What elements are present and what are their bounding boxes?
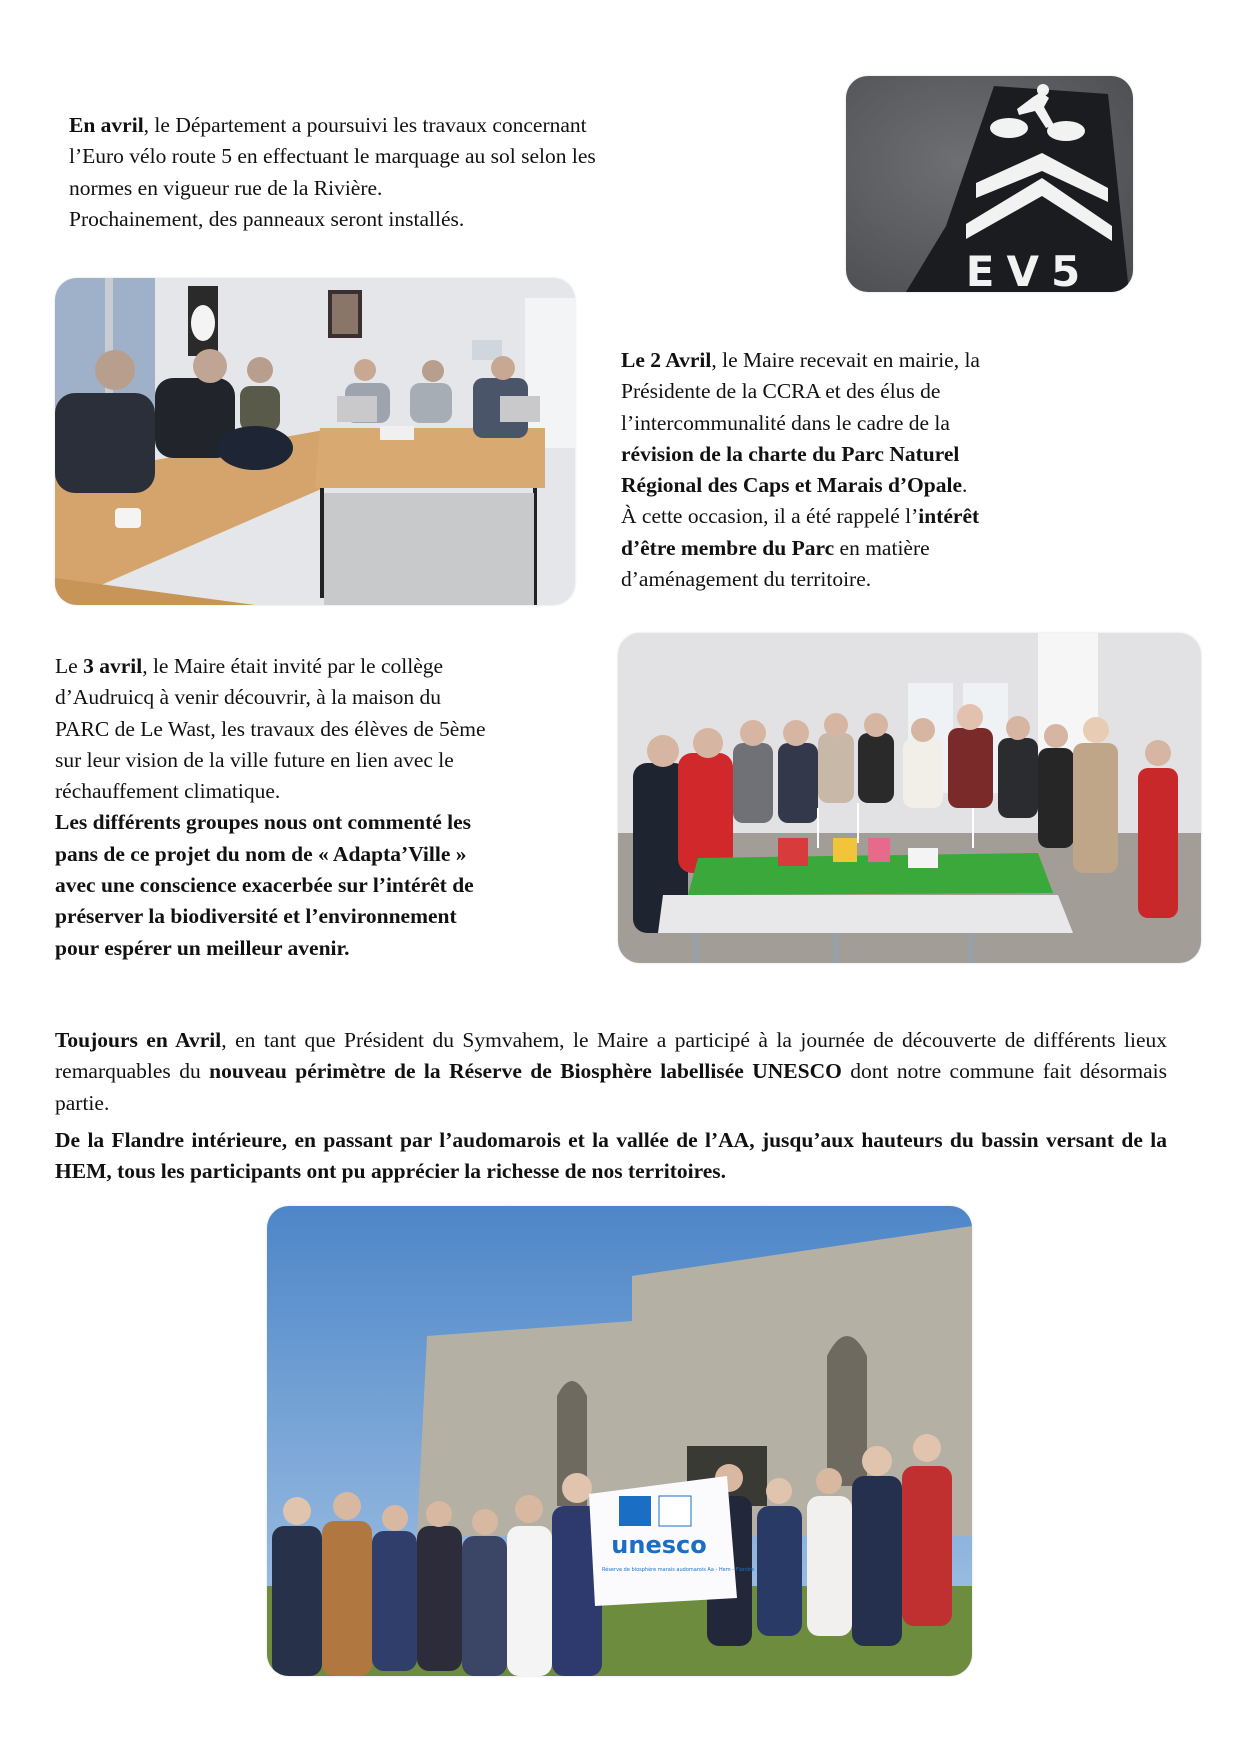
parc-date: Le 2 Avril	[621, 348, 712, 372]
parc-line-2: Présidente de la CCRA et des élus de	[621, 379, 941, 404]
table-leg	[320, 488, 324, 598]
unesco-banner-text: unesco	[611, 1531, 707, 1559]
parc-line-6: À cette occasion, il a été rappelé l’intérêt	[621, 504, 980, 529]
parc-line-7: d’être membre du Parc en matière	[621, 535, 930, 560]
adapta-line-5: réchauffement climatique.	[55, 779, 281, 804]
ev5-line-3: normes en vigueur rue de la Rivière.	[69, 175, 383, 200]
model-building	[833, 838, 857, 862]
unesco-group-image	[267, 1206, 972, 1676]
gothic-window	[827, 1336, 867, 1486]
unesco-paragraph-2: De la Flandre intérieure, en passant par l’audomarois et la vallée de l’AA, jusqu’aux hauteurs du bassin versant de la HEM, tous les participants ont pu apprécier la richesse de nos territoires.	[55, 1128, 1167, 1184]
adapta-bold-line: préserver la biodiversité et l’environnement	[55, 904, 457, 929]
students-model-image	[618, 633, 1201, 963]
ev5-marking-image	[846, 76, 1133, 292]
table-leg	[833, 933, 839, 963]
ev5-line-1: En avril, le Département a poursuivi les travaux concernant	[69, 113, 587, 137]
laptop	[337, 396, 377, 422]
projector	[380, 426, 414, 440]
unesco-perimetre: nouveau périmètre de la Réserve de Biosphère labellisée UNESCO	[209, 1059, 842, 1084]
portrait	[332, 294, 358, 334]
unesco-group-photo	[267, 1206, 972, 1676]
model-building	[908, 848, 938, 868]
model-building	[868, 838, 890, 862]
adapta-line-1: Le 3 avril, le Maire était invité par le collège	[55, 654, 444, 678]
model-building	[778, 838, 808, 866]
ev5-marking-text: EV5	[965, 247, 1093, 292]
unesco-date: Toujours en Avril	[55, 1028, 222, 1052]
adapta-line-4: sur leur vision de la ville future en lien avec le	[55, 747, 454, 772]
adapta-date: 3 avril	[83, 654, 143, 678]
floor	[324, 493, 534, 605]
biosphere-logo-icon	[659, 1496, 691, 1526]
ev5-paragraph	[69, 110, 739, 235]
adaptaville-paragraph	[55, 651, 595, 964]
parc-line-5: Régional des Caps et Marais d’Opale.	[621, 473, 968, 498]
unesco-banner-subtext: Réserve de biosphère marais audomarois Aa - Hem - Flandre	[602, 1567, 755, 1573]
unesco-logo-icon	[619, 1496, 651, 1526]
adapta-line-2: d’Audruicq à venir découvrir, à la maison du	[55, 685, 442, 710]
parc-line-1: Le 2 Avril, le Maire recevait en mairie, la	[621, 348, 980, 372]
wall-poster	[472, 340, 502, 360]
table-leg	[693, 933, 699, 963]
display-table	[658, 895, 1073, 933]
adapta-line-3: PARC de Le Wast, les travaux des élèves de 5ème	[55, 716, 486, 741]
parc-line-8: d’aménagement du territoire.	[621, 567, 872, 592]
unesco-paragraph-1: Toujours en Avril, en tant que Président du Symvahem, le Maire a participé à la journée de découverte de différents lieux remarquables du nouveau périmètre de la Réserve de Biosphère labellisée UNESCO dont notre commune fait désormais partie.	[55, 1028, 1167, 1115]
coffee-cup	[115, 508, 141, 528]
parc-charte-paragraph	[621, 345, 1101, 595]
laptop	[500, 396, 540, 422]
marianne-bust	[191, 305, 215, 341]
meeting-image	[55, 278, 575, 605]
parc-line-3: l’intercommunalité dans le cadre de la	[621, 410, 950, 435]
parc-line-4: révision de la charte du Parc Naturel	[621, 441, 960, 466]
adapta-bold-line: pans de ce projet du nom de « Adapta’Ville »	[55, 841, 467, 866]
students-model-photo	[618, 633, 1201, 963]
window-right	[525, 298, 575, 448]
ev5-line-2: l’Euro vélo route 5 en effectuant le marquage au sol selon les	[69, 144, 596, 169]
ev5-marking-photo	[846, 76, 1133, 292]
ev5-line-4: Prochainement, des panneaux seront installés.	[69, 206, 465, 231]
ev5-lead: En avril	[69, 113, 144, 137]
adapta-bold-line: pour espérer un meilleur avenir.	[55, 935, 350, 960]
table-leg	[968, 933, 974, 963]
adapta-bold-line: Les différents groupes nous ont commenté les	[55, 810, 472, 835]
meeting-photo	[55, 278, 575, 605]
handbag	[217, 426, 293, 470]
adapta-bold-line: avec une conscience exacerbée sur l’intérêt de	[55, 873, 474, 898]
